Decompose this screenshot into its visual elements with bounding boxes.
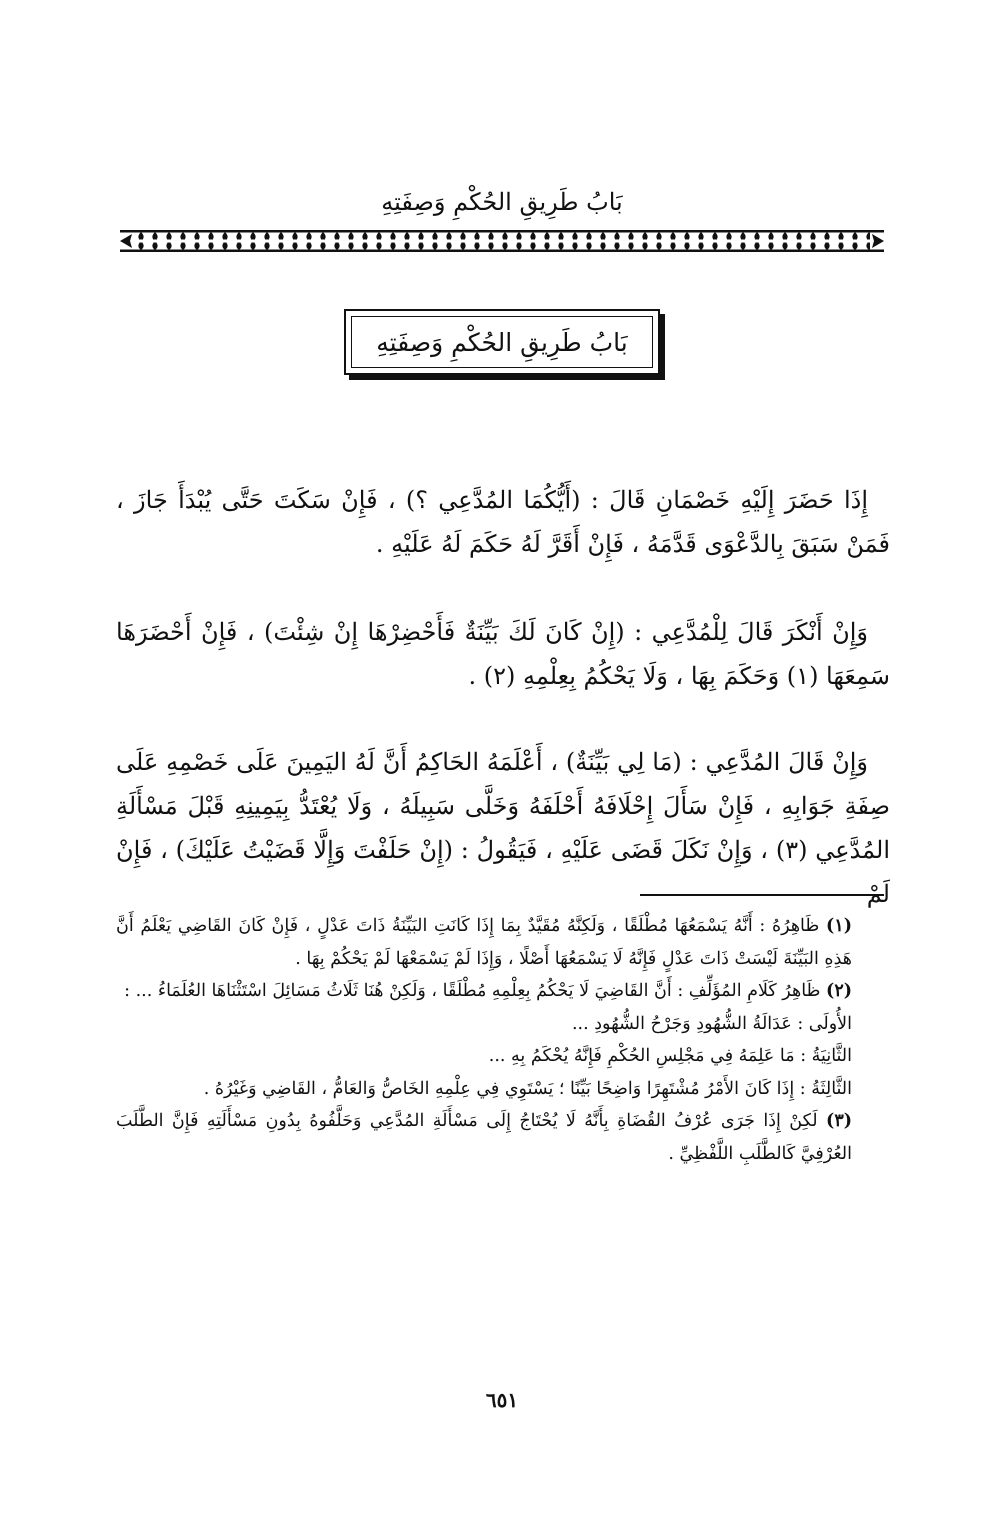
footnote-1-text: ظَاهِرُهُ : أَنَّهُ يَسْمَعُهَا مُطْلَقًا ، وَلَكِنَّهُ مُقَيَّدٌ بِمَا إِذَا كَانَتِ البَيِّنَةُ ذَاتَ عَدْلٍ ، فَإِنْ كَانَ القَاضِي يَعْلَمُ أَنَّ هَذِهِ البَيِّنَةَ لَيْسَتْ ذَاتَ عَدْلٍ فَإِنَّهُ لَا يَسْمَعُهَا أَصْلًا ، وَإِذَا لَمْ يَسْمَعْهَا لَمْ يَحْكُمْ بِهَا . <box>116 916 852 969</box>
running-header: بَابُ طَرِيقِ الحُكْمِ وَصِفَتِهِ <box>381 188 623 216</box>
footnote-1 <box>116 910 890 975</box>
paragraph-3 <box>116 740 890 916</box>
paragraph-2 <box>116 610 890 698</box>
footnote-1-number: (١) <box>826 916 852 936</box>
footnote-2-item-1: الأُولَى : عَدَالَةُ الشُّهُودِ وَجَرْحُ الشُّهُودِ ... <box>571 1013 852 1034</box>
chapter-title-box <box>344 309 660 375</box>
paragraph-2-text: وَإِنْ أَنْكَرَ قَالَ لِلْمُدَّعِي : (إِنْ كَانَ لَكَ بَيِّنَةٌ فَأَحْضِرْهَا إِنْ شِئْتَ) ، فَإِنْ أَحْضَرَهَا سَمِعَهَا (١) وَحَكَمَ بِهَا ، وَلَا يَحْكُمُ بِعِلْمِهِ (٢) . <box>116 618 890 690</box>
footnote-3-text: لَكِنْ إِذَا جَرَى عُرْفُ القُضَاةِ بِأَنَّهُ لَا يُحْتَاجُ إِلَى مَسْأَلَةِ المُدَّعِي وَحَلَّفُوهُ بِدُونِ مَسْأَلَتِهِ فَإِنَّ الطَّلَبَ العُرْفِيَّ كَالطَّلَبِ اللَّفْظِيِّ . <box>116 1111 852 1164</box>
ornamental-border-band <box>120 230 884 252</box>
ornament-pattern-icon <box>120 230 884 252</box>
footnote-3 <box>116 1105 890 1170</box>
footnote-2 <box>116 975 890 1008</box>
footnote-2-text: ظَاهِرُ كَلَامِ المُؤَلِّفِ : أَنَّ القَاضِيَ لَا يَحْكُمُ بِعِلْمِهِ مُطْلَقًا ، وَلَكِنْ هُنَا ثَلَاثُ مَسَائِلَ اسْتَثْنَاهَا العُلَمَاءُ ... : <box>124 981 821 1001</box>
footnote-2-item-3: الثَّالِثَةُ : إِذَا كَانَ الأَمْرُ مُشْتَهِرًا وَاضِحًا بَيِّنًا ؛ يَسْتَوِي فِي عِلْمِهِ الخَاصُّ وَالعَامُّ ، القَاضِي وَغَيْرُهُ . <box>203 1078 852 1099</box>
footnote-2-item-2: الثَّانِيَةُ : مَا عَلِمَهُ فِي مَجْلِسِ الحُكْمِ فَإِنَّهُ يُحْكَمُ بِهِ ... <box>488 1046 852 1066</box>
paragraph-3-text: وَإِنْ قَالَ المُدَّعِي : (مَا لِي بَيِّنَةٌ) ، أَعْلَمَهُ الحَاكِمُ أَنَّ لَهُ اليَمِينَ عَلَى خَصْمِهِ عَلَى صِفَةِ جَوَابِهِ ، فَإِنْ سَأَلَ إِحْلَافَهُ أَحْلَفَهُ وَخَلَّى سَبِيلَهُ ، وَلَا يُعْتَدُّ بِيَمِينِهِ قَبْلَ مَسْأَلَةِ المُدَّعِي (٣) ، وَإِنْ نَكَلَ قَضَى عَلَيْهِ ، فَيَقُولُ : (إِنْ حَلَفْتَ وَإِلَّا قَضَيْتُ عَلَيْكَ) ، فَإِنْ لَمْ <box>116 748 890 908</box>
page-number: ٦٥١ <box>485 1388 519 1412</box>
footnotes <box>116 910 890 1170</box>
footnote-separator <box>640 894 884 896</box>
chapter-title: بَابُ طَرِيقِ الحُكْمِ وَصِفَتِهِ <box>351 316 653 368</box>
footnote-2-number: (٢) <box>826 981 852 1001</box>
footnote-3-number: (٣) <box>826 1111 852 1131</box>
paragraph-1 <box>116 478 890 566</box>
paragraph-1-text: إِذَا حَضَرَ إِلَيْهِ خَصْمَانِ قَالَ : (أَيُّكُمَا المُدَّعِي ؟) ، فَإِنْ سَكَتَ حَتَّى يُبْدَأَ جَازَ ، فَمَنْ سَبَقَ بِالدَّعْوَى قَدَّمَهُ ، فَإِنْ أَقَرَّ لَهُ حَكَمَ لَهُ عَلَيْهِ . <box>116 486 890 558</box>
